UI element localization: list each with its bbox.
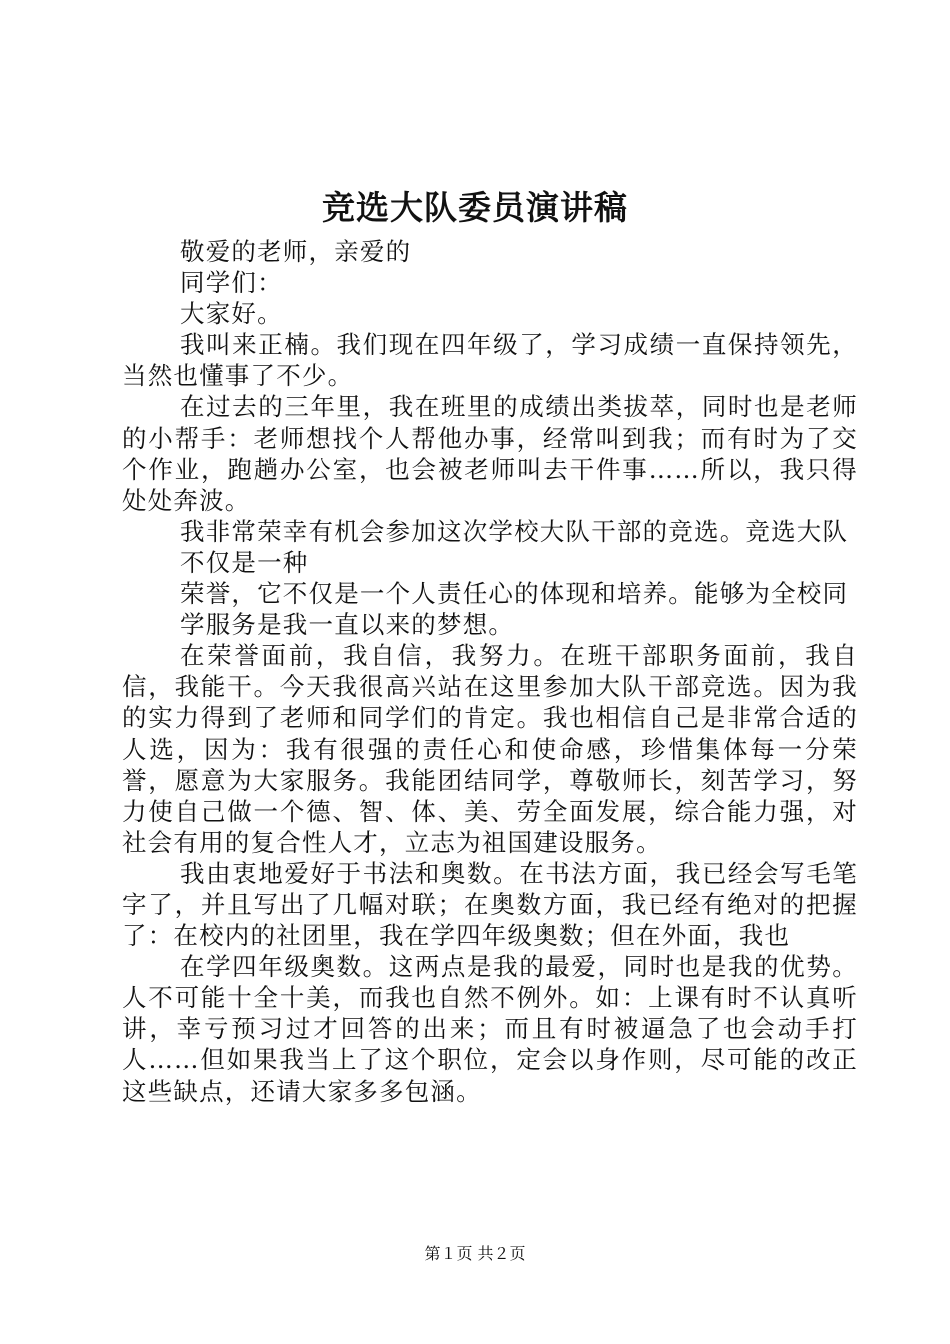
- paragraph: 在荣誉面前，我自信，我努力。在班干部职务面前，我自信，我能干。今天我很高兴站在这里参加大队干部竞选。因为我的实力得到了老师和同学们的肯定。我也相信自己是非常合适的人选，因为：我有很强的责任心和使命感，珍惜集体每一分荣誉，愿意为大家服务。我能团结同学，尊敬师长，刻苦学习，努力使自己做一个德、智、体、美、劳全面发展，综合能力强，对社会有用的复合性人才，立志为祖国建设服务。: [122, 641, 858, 857]
- document-title: 竞选大队委员演讲稿: [322, 188, 628, 227]
- paragraph: 荣誉，它不仅是一个人责任心的体现和培养。能够为全校同: [180, 579, 849, 609]
- document-body: [122, 236, 858, 1107]
- paragraph: 在过去的三年里，我在班里的成绩出类拔萃，同时也是老师的小帮手：老师想找个人帮他办事，经常叫到我；而有时为了交个作业，跑趟办公室，也会被老师叫去干件事……所以，我只得处处奔波。: [122, 392, 858, 515]
- paragraph: 不仅是一种: [180, 547, 309, 577]
- paragraph: 我非常荣幸有机会参加这次学校大队干部的竞选。竞选大队: [180, 516, 849, 546]
- page-footer: 第１页 共２页: [424, 1244, 526, 1263]
- paragraph: 同学们：: [180, 268, 283, 298]
- paragraph: 大家好。: [180, 299, 283, 329]
- paragraph: 我由衷地爱好于书法和奥数。在书法方面，我已经会写毛笔字了，并且写出了几幅对联；在奥数方面，我已经有绝对的把握了：在校内的社团里，我在学四年级奥数；但在外面，我也: [122, 858, 858, 951]
- paragraph: 我叫来正楠。我们现在四年级了，学习成绩一直保持领先，当然也懂事了不少。: [122, 330, 858, 391]
- paragraph: 学服务是我一直以来的梦想。: [180, 610, 515, 640]
- paragraph: 敬爱的老师，亲爱的: [180, 237, 412, 266]
- paragraph: 在学四年级奥数。这两点是我的最爱，同时也是我的优势。人不可能十全十美，而我也自然不例外。如：上课有时不认真听讲，幸亏预习过才回答的出来；而且有时被逼急了也会动手打人……但如果我当上了这个职位，定会以身作则，尽可能的改正这些缺点，还请大家多多包涵。: [122, 952, 858, 1106]
